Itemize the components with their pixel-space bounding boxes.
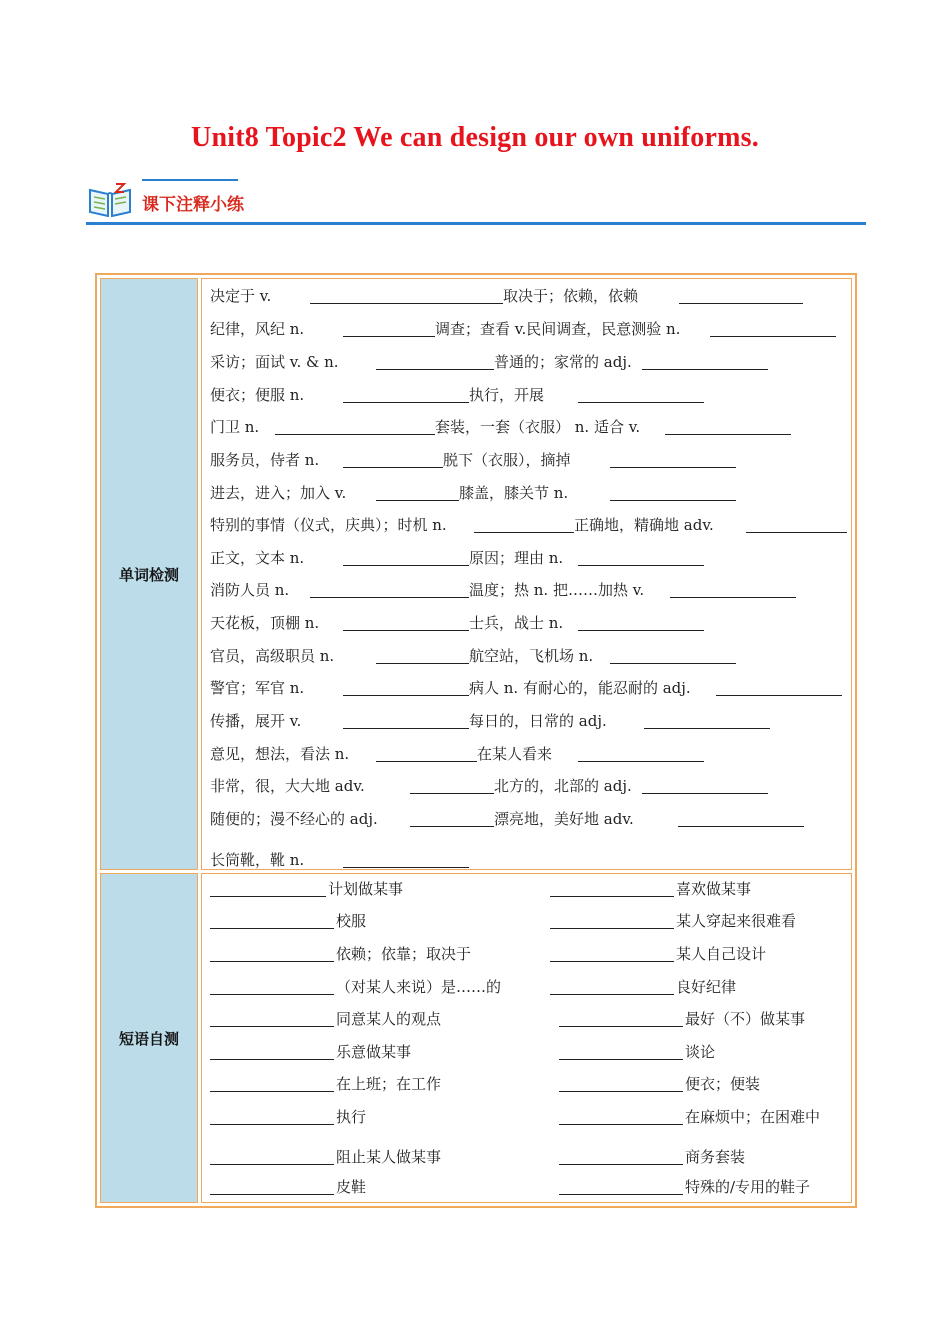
word-prompt: 普通的；家常的 adj. (494, 353, 632, 371)
answer-blank[interactable] (310, 597, 469, 598)
answer-blank[interactable] (210, 961, 334, 962)
phrase-prompt: 便衣；便装 (685, 1075, 761, 1093)
page-title: Unit8 Topic2 We can design our own uniforms. (191, 122, 759, 153)
answer-blank[interactable] (343, 565, 469, 566)
answer-blank[interactable] (210, 928, 334, 929)
answer-blank[interactable] (550, 896, 674, 897)
answer-blank[interactable] (210, 1194, 334, 1195)
answer-blank[interactable] (376, 761, 477, 762)
answer-blank[interactable] (746, 532, 847, 533)
answer-blank[interactable] (343, 402, 469, 403)
word-prompt: 温度；热 n. 把……加热 v. (469, 581, 645, 599)
answer-blank[interactable] (559, 1124, 683, 1125)
word-prompt: 士兵，战士 n. (469, 614, 564, 632)
answer-blank[interactable] (376, 663, 469, 664)
answer-blank[interactable] (550, 994, 674, 995)
answer-blank[interactable] (710, 336, 836, 337)
phrase-prompt: 最好（不）做某事 (685, 1010, 806, 1028)
answer-blank[interactable] (578, 761, 704, 762)
phrase-prompt: 计划做某事 (328, 880, 404, 898)
phrase-prompt: 皮鞋 (336, 1178, 367, 1196)
answer-blank[interactable] (376, 369, 494, 370)
phrase-prompt: 同意某人的观点 (336, 1010, 442, 1028)
answer-blank[interactable] (310, 303, 503, 304)
phrase-prompt: 依赖；依靠；取决于 (336, 945, 472, 963)
phrases-content (201, 873, 852, 1203)
section-label: 课下注释小练 (142, 195, 244, 215)
phrase-prompt: 某人穿起来很难看 (676, 912, 797, 930)
answer-blank[interactable] (644, 728, 770, 729)
answer-blank[interactable] (559, 1059, 683, 1060)
word-prompt: 进去，进入；加入 v. (210, 484, 347, 502)
header-top-rule (142, 179, 238, 181)
answer-blank[interactable] (210, 1124, 334, 1125)
word-prompt: 天花板，顶棚 n. (210, 614, 320, 632)
phrase-prompt: 良好纪律 (676, 978, 737, 996)
word-prompt: 正确地，精确地 adv. (574, 516, 714, 534)
header-bottom-rule (86, 222, 866, 225)
words-category: 单词检测 (100, 278, 198, 870)
answer-blank[interactable] (679, 303, 803, 304)
phrase-prompt: 特殊的/专用的鞋子 (685, 1178, 811, 1196)
phrases-category: 短语自测 (100, 873, 198, 1203)
answer-blank[interactable] (275, 434, 435, 435)
word-prompt: 调查；查看 v.民间调查，民意测验 n. (435, 320, 681, 338)
word-prompt: 便衣；便服 n. (210, 386, 305, 404)
exercise-table (95, 273, 857, 1208)
word-prompt: 每日的，日常的 adj. (469, 712, 607, 730)
answer-blank[interactable] (559, 1091, 683, 1092)
answer-blank[interactable] (559, 1026, 683, 1027)
word-prompt: 警官；军官 n. (210, 679, 305, 697)
word-prompt: 采访；面试 v. & n. (210, 353, 339, 371)
word-prompt: 传播，展开 v. (210, 712, 302, 730)
answer-blank[interactable] (665, 434, 791, 435)
answer-blank[interactable] (343, 728, 469, 729)
phrase-prompt: 乐意做某事 (336, 1043, 412, 1061)
word-prompt: 特别的事情（仪式，庆典）；时机 n. (210, 516, 447, 534)
word-prompt: 取决于；依赖，依赖 (503, 287, 639, 305)
answer-blank[interactable] (550, 928, 674, 929)
answer-blank[interactable] (642, 793, 768, 794)
phrase-prompt: 喜欢做某事 (676, 880, 752, 898)
word-prompt: 正文，文本 n. (210, 549, 305, 567)
answer-blank[interactable] (670, 597, 796, 598)
answer-blank[interactable] (642, 369, 768, 370)
answer-blank[interactable] (343, 695, 469, 696)
word-prompt: 病人 n. 有耐心的，能忍耐的 adj. (469, 679, 691, 697)
phrase-prompt: 某人自己设计 (676, 945, 767, 963)
phrase-prompt: 在上班；在工作 (336, 1075, 442, 1093)
answer-blank[interactable] (578, 402, 704, 403)
word-prompt: 执行，开展 (469, 386, 545, 404)
phrase-prompt: 执行 (336, 1108, 367, 1126)
answer-blank[interactable] (210, 1059, 334, 1060)
word-prompt: 意见，想法，看法 n. (210, 745, 350, 763)
phrases-row (100, 873, 852, 1203)
answer-blank[interactable] (578, 565, 704, 566)
word-prompt: 北方的，北部的 adj. (494, 777, 632, 795)
answer-blank[interactable] (210, 1026, 334, 1027)
phrase-prompt: 校服 (336, 912, 367, 930)
phrase-prompt: 在麻烦中；在困难中 (685, 1108, 821, 1126)
word-prompt: 非常，很，大大地 adv. (210, 777, 365, 795)
word-prompt: 漂亮地，美好地 adv. (494, 810, 634, 828)
word-prompt: 消防人员 n. (210, 581, 290, 599)
answer-blank[interactable] (210, 1164, 334, 1165)
answer-blank[interactable] (210, 1091, 334, 1092)
answer-blank[interactable] (410, 826, 494, 827)
word-prompt: 纪律，风纪 n. (210, 320, 305, 338)
book-icon (86, 182, 134, 220)
section-header (86, 178, 866, 226)
answer-blank[interactable] (343, 630, 469, 631)
phrase-prompt: 谈论 (685, 1043, 716, 1061)
answer-blank[interactable] (559, 1164, 683, 1165)
word-prompt: 随便的；漫不经心的 adj. (210, 810, 378, 828)
answer-blank[interactable] (610, 663, 736, 664)
answer-blank[interactable] (410, 793, 494, 794)
word-prompt: 脱下（衣服），摘掉 (443, 451, 571, 469)
answer-blank[interactable] (610, 467, 736, 468)
answer-blank[interactable] (210, 896, 326, 897)
answer-blank[interactable] (678, 826, 804, 827)
word-prompt: 原因；理由 n. (469, 549, 564, 567)
answer-blank[interactable] (343, 467, 443, 468)
words-content (201, 278, 852, 870)
word-prompt: 膝盖，膝关节 n. (459, 484, 569, 502)
word-prompt: 长筒靴，靴 n. (210, 851, 305, 869)
answer-blank[interactable] (210, 994, 334, 995)
answer-blank[interactable] (716, 695, 842, 696)
phrase-prompt: 商务套装 (685, 1148, 746, 1166)
answer-blank[interactable] (610, 500, 736, 501)
answer-blank[interactable] (578, 630, 704, 631)
word-prompt: 套装，一套（衣服） n. 适合 v. (435, 418, 641, 436)
answer-blank[interactable] (474, 532, 574, 533)
answer-blank[interactable] (376, 500, 459, 501)
phrase-prompt: 阻止某人做某事 (336, 1148, 442, 1166)
word-prompt: 门卫 n. (210, 418, 260, 436)
word-prompt: 航空站，飞机场 n. (469, 647, 594, 665)
word-prompt: 服务员，侍者 n. (210, 451, 320, 469)
word-prompt: 决定于 v. (210, 287, 272, 305)
answer-blank[interactable] (559, 1194, 683, 1195)
word-prompt: 官员，高级职员 n. (210, 647, 335, 665)
answer-blank[interactable] (343, 336, 435, 337)
phrase-prompt: （对某人来说）是……的 (336, 978, 502, 996)
answer-blank[interactable] (550, 961, 674, 962)
words-row (100, 278, 852, 870)
answer-blank[interactable] (343, 867, 469, 868)
word-prompt: 在某人看来 (477, 745, 553, 763)
